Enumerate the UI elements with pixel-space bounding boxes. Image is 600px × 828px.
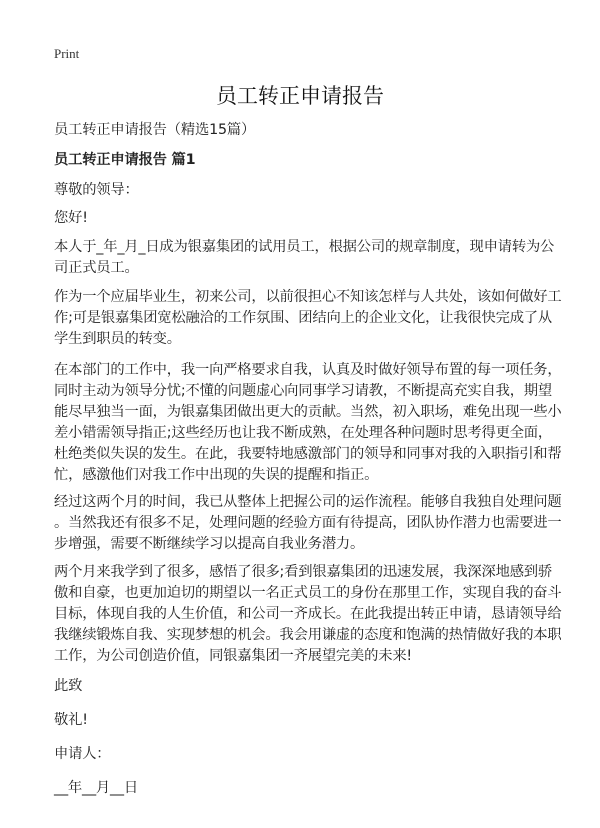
print-link[interactable]: Print (54, 46, 80, 61)
closing: 此致 (54, 678, 83, 694)
paragraph-4 (54, 492, 561, 555)
text-line: 作;可是银嘉集团宽松融洽的工作氛围、团结向上的企业文化，让我很快完成了从 (54, 310, 553, 326)
salutation: 尊敬的领导： (54, 182, 139, 198)
text-line: 傲和自豪，也更加迫切的期望以一名正式员工的身份在那里工作，实现自我的奋斗 (54, 585, 562, 601)
text-line: 本人于_年_月_日成为银嘉集团的试用员工，根据公司的规章制度，现申请转为公 (54, 239, 555, 255)
text-line: 能尽早独当一面，为银嘉集团做出更大的贡献。当然，初入职场，难免出现一些小 (54, 404, 562, 420)
regards: 敬礼! (54, 712, 88, 728)
text-line: 差小错需领导指正;这些经历也让我不断成熟，在处理各种问题时思考得更全面， (54, 425, 553, 441)
text-line: 目标，体现自我的人生价值，和公司一齐成长。在此我提出转正申请，恳请领导给 (54, 606, 562, 622)
paragraph-5 (54, 562, 561, 667)
text-line: 步增强，需要不断继续学习以提高自我业务潜力。 (54, 536, 365, 552)
subtitle: 员工转正申请报告（精选15篇） (54, 122, 256, 138)
text-line: 我继续锻炼自我、实现梦想的机会。我会用谦虚的态度和饱满的热情做好我的本职 (54, 627, 562, 643)
page-title: 员工转正申请报告 (216, 84, 384, 108)
text-line: 司正式员工。 (54, 260, 139, 276)
text-line: 工作，为公司创造价值，同银嘉集团一齐展望完美的未来! (54, 648, 412, 664)
text-line: 在本部门的工作中，我一向严格要求自我，认真及时做好领导布置的每一项任务， (54, 362, 562, 378)
applicant-label: 申请人： (54, 746, 111, 762)
text-line: 忙，感激他们对我工作中出现的失误的提醒和指正。 (54, 467, 379, 483)
section-heading: 员工转正申请报告 篇1 (54, 152, 196, 168)
text-line: 作为一个应届毕业生，初来公司，以前很担心不知该怎样与人共处，该如何做好工 (54, 289, 562, 305)
text-line: 杜绝类似失误的发生。在此，我要特地感激部门的领导和同事对我的入职指引和帮 (54, 446, 562, 462)
date-line: __年__月__日 (54, 780, 138, 796)
text-line: 。当然我还有很多不足，处理问题的经验方面有待提高，团队协作潜力也需要进一 (54, 515, 562, 531)
text-line: 学生到职员的转变。 (54, 331, 181, 347)
text-line: 经过这两个月的时间，我已从整体上把握公司的运作流程。能够自我独自处理问题 (54, 494, 562, 510)
paragraph-3 (54, 360, 561, 486)
paragraph-2 (54, 287, 561, 350)
paragraph-1 (54, 237, 554, 279)
text-line: 同时主动为领导分忧;不懂的问题虚心向同事学习请教，不断提高充实自我，期望 (54, 383, 553, 399)
greeting: 您好! (54, 210, 88, 226)
text-line: 两个月来我学到了很多，感悟了很多;看到银嘉集团的迅速发展，我深深地感到骄 (54, 564, 553, 580)
